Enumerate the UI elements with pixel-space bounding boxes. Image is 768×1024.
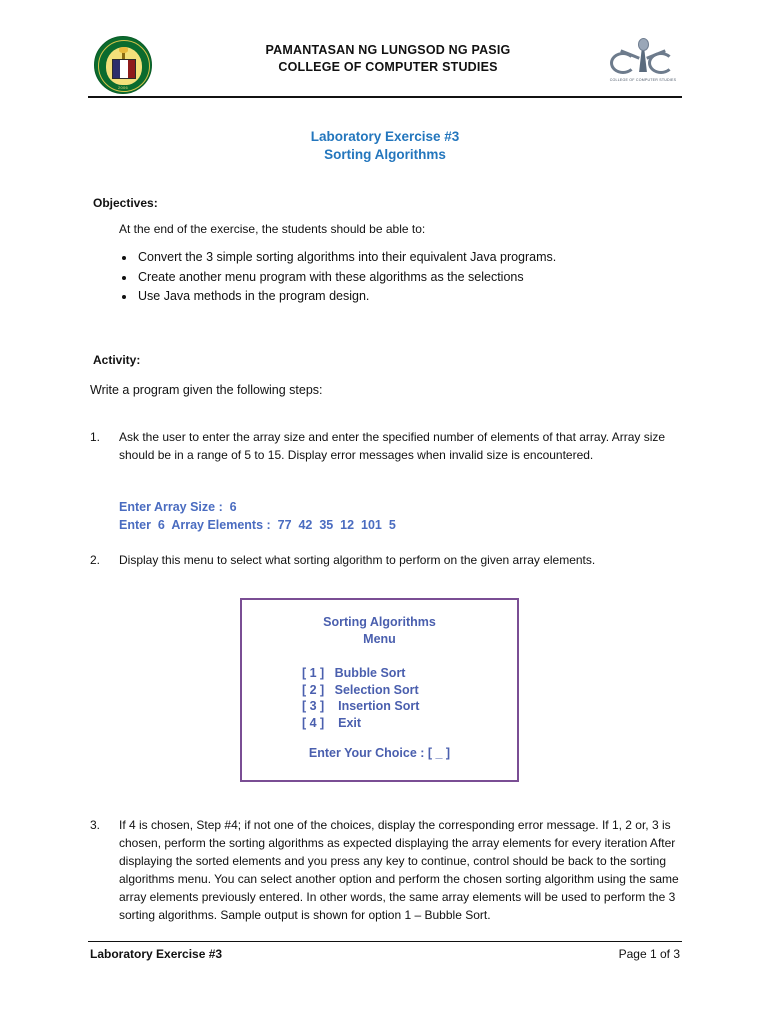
objectives-list — [119, 248, 679, 307]
objectives-intro: At the end of the exercise, the students should be able to: — [119, 222, 426, 236]
menu-choice-prompt: Enter Your Choice : [ _ ] — [308, 746, 451, 760]
activity-intro: Write a program given the following steps: — [90, 383, 323, 397]
footer-page-number: Page 1 of 3 — [618, 947, 680, 961]
step-text: If 4 is chosen, Step #4; if not one of the choices, display the corresponding error message. If 1, 2 or, 3 is chosen, perform the sorting algorithms as expected displaying the array elements for every iteration After displaying the sorted elements and you press any key to continue, control should be back to the sorting algorithms menu. You can select another option and perform the chosen sorting algorithm using the same array elements previously entered. In other words, the same array elements will be used to perform the 3 sorting algorithms. Sample output is shown for option 1 – Bubble Sort. — [119, 818, 679, 922]
sample-io-line-1: Enter Array Size : 6 — [119, 500, 237, 514]
menu-title — [242, 614, 517, 648]
seal-year-label: 2006 — [117, 85, 129, 90]
shield-quarter-3 — [128, 60, 135, 78]
menu-item-exit: [ 4 ] Exit — [302, 715, 362, 730]
ccs-figure-head — [638, 38, 649, 51]
menu-title-line-2: Menu — [363, 632, 396, 646]
menu-item-selection-sort: [ 2 ] Selection Sort — [302, 682, 419, 697]
seal-shield-icon — [112, 59, 136, 79]
page-title-line-2: Sorting Algorithms — [324, 147, 446, 162]
ccs-logo-icon — [608, 38, 678, 94]
page-title — [88, 128, 682, 164]
menu-item-insertion-sort: [ 3 ] Insertion Sort — [302, 699, 420, 713]
university-name: PAMANTASAN NG LUNGSOD NG PASIG — [265, 43, 511, 57]
step-text: Display this menu to select what sorting algorithm to perform on the given array elements. — [119, 553, 596, 567]
footer-document-title: Laboratory Exercise #3 — [90, 947, 223, 961]
institution-titles — [178, 42, 598, 76]
list-item: Use Java methods in the program design. — [119, 287, 679, 307]
step-number: 1. — [90, 430, 101, 444]
seal-outer-ring — [94, 36, 152, 94]
header-divider — [88, 96, 682, 98]
objectives-heading: Objectives: — [93, 196, 158, 210]
page-title-line-1: Laboratory Exercise #3 — [310, 129, 460, 144]
activity-step-1 — [90, 428, 680, 464]
menu-title-line-1: Sorting Algorithms — [323, 615, 436, 629]
shield-quarter-2 — [120, 60, 127, 78]
step-text: Ask the user to enter the array size and enter the specified number of elements of that array. Array size should be in a range of 5 to 15. Display error messages when invalid size is encountered. — [119, 430, 666, 462]
seal-flame-icon — [119, 47, 128, 53]
step-number: 2. — [90, 553, 101, 567]
footer-divider — [88, 941, 682, 942]
ccs-logo-caption: COLLEGE OF COMPUTER STUDIES — [609, 78, 677, 82]
page-header — [88, 34, 682, 96]
university-seal-icon — [94, 36, 152, 94]
activity-heading: Activity: — [93, 353, 141, 367]
sample-io-line-2: Enter 6 Array Elements : 77 42 35 12 101 5 — [119, 518, 396, 532]
college-name: COLLEGE OF COMPUTER STUDIES — [278, 60, 498, 74]
seal-crest — [106, 47, 142, 85]
sample-console-output — [119, 498, 396, 534]
menu-option-list — [302, 665, 419, 731]
shield-quarter-1 — [113, 60, 120, 78]
activity-step-2 — [90, 551, 680, 569]
activity-step-3 — [90, 816, 680, 924]
menu-item-bubble-sort: [ 1 ] Bubble Sort — [302, 666, 406, 680]
list-item: Convert the 3 simple sorting algorithms into their equivalent Java programs. — [119, 248, 679, 268]
ccs-emblem — [608, 38, 678, 86]
step-number: 3. — [90, 818, 101, 832]
sorting-menu-box — [240, 598, 519, 782]
list-item: Create another menu program with these algorithms as the selections — [119, 268, 679, 288]
